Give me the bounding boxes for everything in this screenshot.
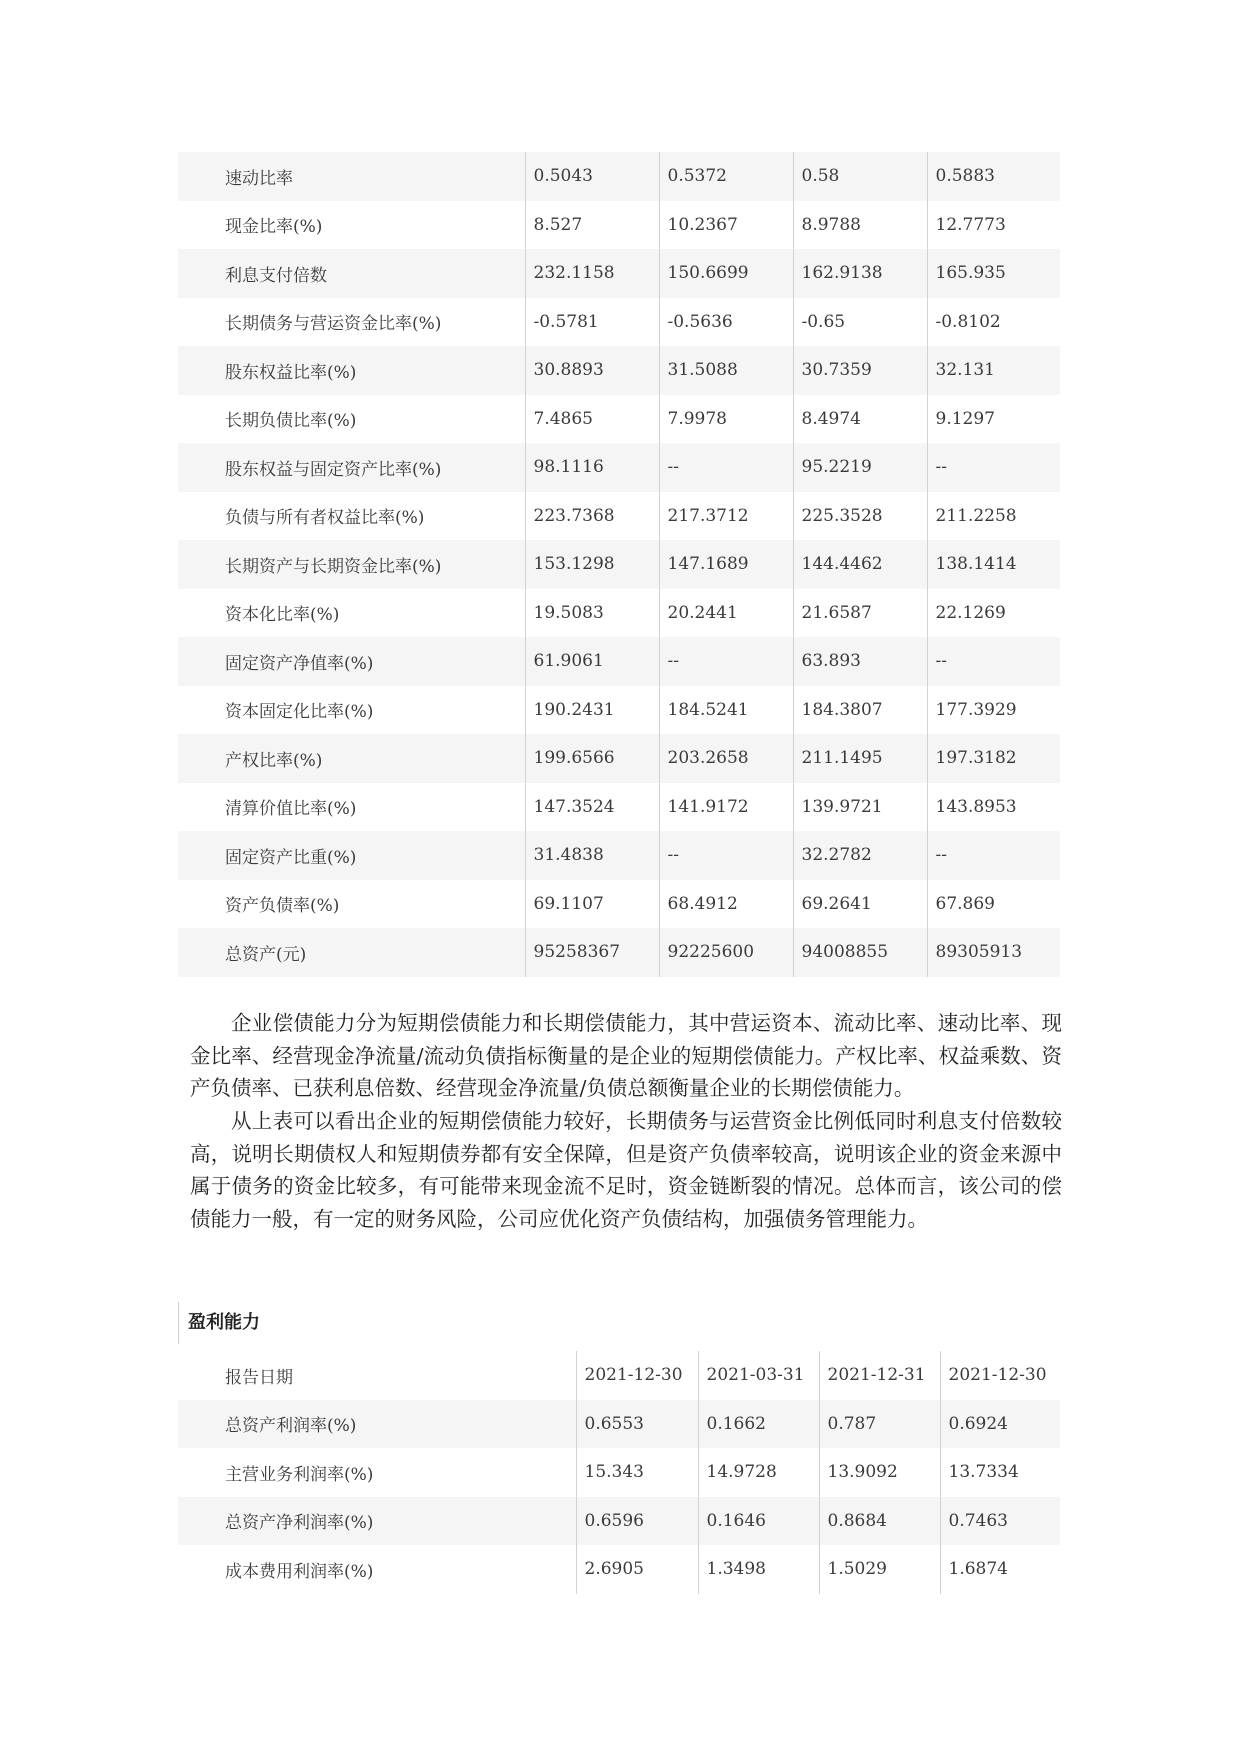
cell-value: -0.65 [793, 298, 927, 347]
cell-value: 223.7368 [525, 492, 659, 541]
row-label: 长期负债比率(%) [225, 411, 357, 432]
cell-value: -- [659, 637, 793, 686]
cell-value: 0.5372 [659, 152, 793, 201]
cell-value: 19.5083 [525, 589, 659, 638]
cell-value: 61.9061 [525, 637, 659, 686]
cell-value: 68.4912 [659, 880, 793, 929]
cell-value: 32.131 [927, 346, 1060, 395]
table-row [178, 395, 1060, 444]
profitability-section-title: 盈利能力 [178, 1302, 578, 1344]
cell-value: 89305913 [927, 928, 1060, 977]
table-row [178, 1400, 1060, 1449]
cell-value: 21.6587 [793, 589, 927, 638]
cell-value: 1.3498 [698, 1545, 819, 1594]
cell-value: 8.527 [525, 201, 659, 250]
cell-value: 0.5883 [927, 152, 1060, 201]
cell-value: 2.6905 [576, 1545, 698, 1594]
cell-value: 20.2441 [659, 589, 793, 638]
row-label: 总资产利润率(%) [178, 1400, 576, 1449]
cell-value: 139.9721 [793, 783, 927, 832]
cell-value: 12.7773 [927, 201, 1060, 250]
cell-value: 0.1646 [698, 1497, 819, 1546]
cell-value: -- [659, 831, 793, 880]
table-row [178, 1497, 1060, 1546]
row-label: 固定资产比重(%) [178, 831, 525, 880]
cell-value: 92225600 [659, 928, 793, 977]
table-row [178, 152, 1060, 201]
cell-value: 153.1298 [525, 540, 659, 589]
cell-value: 190.2431 [525, 686, 659, 735]
row-label: 现金比率(%) [225, 217, 323, 238]
cell-value: 0.1662 [698, 1400, 819, 1449]
table-row [178, 637, 1060, 686]
table-row [178, 734, 1060, 783]
row-label: 长期债务与营运资金比率(%) [225, 314, 442, 335]
cell-value: 10.2367 [659, 201, 793, 250]
cell-value: -- [659, 443, 793, 492]
cell-value: -0.5781 [525, 298, 659, 347]
profitability-table [178, 1351, 1060, 1594]
table-row [178, 880, 1060, 929]
solvency-paragraph-2: 从上表可以看出企业的短期偿债能力较好，长期债务与运营资金比例低同时利息支付倍数较高，说明长期债权人和短期债券都有安全保障，但是资产负债率较高，说明该企业的资金来源中属于债务的资金比较多，有可能带来现金流不足时，资金链断裂的情况。总体而言，该公司的偿债能力一般，有一定的财务风险，公司应优化资产负债结构，加强债务管理能力。 [190, 1109, 1062, 1231]
cell-value: 141.9172 [659, 783, 793, 832]
cell-value: -- [927, 637, 1060, 686]
cell-value: 95.2219 [793, 443, 927, 492]
cell-value: 0.5043 [525, 152, 659, 201]
cell-value: 144.4462 [793, 540, 927, 589]
cell-value: 9.1297 [927, 395, 1060, 444]
table-row [178, 783, 1060, 832]
cell-value: 0.8684 [819, 1497, 940, 1546]
cell-value: 30.7359 [793, 346, 927, 395]
cell-value: 217.3712 [659, 492, 793, 541]
cell-value: 69.1107 [525, 880, 659, 929]
cell-value: 2021-12-31 [819, 1351, 940, 1400]
row-label: 报告日期 [225, 1367, 293, 1388]
cell-value: 98.1116 [525, 443, 659, 492]
cell-value: -- [927, 443, 1060, 492]
cell-value: 165.935 [927, 249, 1060, 298]
cell-value: 184.3807 [793, 686, 927, 735]
table-row [178, 686, 1060, 735]
row-label: 主营业务利润率(%) [225, 1464, 374, 1485]
cell-value: 95258367 [525, 928, 659, 977]
table-row [178, 443, 1060, 492]
cell-value: 0.787 [819, 1400, 940, 1449]
cell-value: 232.1158 [525, 249, 659, 298]
table-row [178, 589, 1060, 638]
cell-value: 211.1495 [793, 734, 927, 783]
table-row [178, 201, 1060, 250]
cell-value: 143.8953 [927, 783, 1060, 832]
cell-value: 30.8893 [525, 346, 659, 395]
cell-value: 31.5088 [659, 346, 793, 395]
row-label: 资产负债率(%) [225, 896, 340, 917]
cell-value: 13.7334 [940, 1448, 1060, 1497]
row-label: 成本费用利润率(%) [225, 1561, 374, 1582]
cell-value: 7.9978 [659, 395, 793, 444]
cell-value: 162.9138 [793, 249, 927, 298]
cell-value: 147.1689 [659, 540, 793, 589]
row-label: 资本化比率(%) [225, 605, 340, 626]
cell-value: 1.6874 [940, 1545, 1060, 1594]
cell-value: -0.5636 [659, 298, 793, 347]
cell-value: 225.3528 [793, 492, 927, 541]
cell-value: 13.9092 [819, 1448, 940, 1497]
cell-value: 8.9788 [793, 201, 927, 250]
cell-value: 2021-12-30 [576, 1351, 698, 1400]
row-label: 产权比率(%) [178, 734, 525, 783]
row-label: 利息支付倍数 [178, 249, 525, 298]
cell-value: 184.5241 [659, 686, 793, 735]
cell-value: 197.3182 [927, 734, 1060, 783]
row-label: 负债与所有者权益比率(%) [225, 508, 425, 529]
row-label: 股东权益与固定资产比率(%) [178, 443, 525, 492]
cell-value: 2021-03-31 [698, 1351, 819, 1400]
row-label: 长期资产与长期资金比率(%) [178, 540, 525, 589]
cell-value: -0.8102 [927, 298, 1060, 347]
cell-value: 63.893 [793, 637, 927, 686]
table-row [178, 1448, 1060, 1497]
row-label: 资本固定化比率(%) [225, 702, 374, 723]
cell-value: 94008855 [793, 928, 927, 977]
row-label: 股东权益比率(%) [178, 346, 525, 395]
table-row [178, 249, 1060, 298]
table-row [178, 1545, 1060, 1594]
cell-value: 199.6566 [525, 734, 659, 783]
cell-value: 0.6596 [576, 1497, 698, 1546]
cell-value: 15.343 [576, 1448, 698, 1497]
cell-value: 147.3524 [525, 783, 659, 832]
solvency-paragraph-1: 企业偿债能力分为短期偿债能力和长期偿债能力，其中营运资本、流动比率、速动比率、现金比率、经营现金净流量/流动负债指标衡量的是企业的短期偿债能力。产权比率、权益乘数、资产负债率、已获利息倍数、经营现金净流量/负债总额衡量企业的长期偿债能力。 [190, 1011, 1062, 1100]
cell-value: 69.2641 [793, 880, 927, 929]
cell-value: 14.9728 [698, 1448, 819, 1497]
cell-value: 211.2258 [927, 492, 1060, 541]
cell-value: 203.2658 [659, 734, 793, 783]
row-label: 总资产(元) [178, 928, 525, 977]
cell-value: 2021-12-30 [940, 1351, 1060, 1400]
cell-value: -- [927, 831, 1060, 880]
cell-value: 67.869 [927, 880, 1060, 929]
cell-value: 0.58 [793, 152, 927, 201]
solvency-table [178, 152, 1060, 977]
table-row [178, 540, 1060, 589]
row-label: 固定资产净值率(%) [178, 637, 525, 686]
cell-value: 177.3929 [927, 686, 1060, 735]
cell-value: 0.6924 [940, 1400, 1060, 1449]
row-label: 清算价值比率(%) [225, 799, 357, 820]
cell-value: 138.1414 [927, 540, 1060, 589]
row-label: 速动比率 [178, 152, 525, 201]
table-row [178, 1351, 1060, 1400]
cell-value: 0.6553 [576, 1400, 698, 1449]
cell-value: 31.4838 [525, 831, 659, 880]
table-row [178, 492, 1060, 541]
cell-value: 22.1269 [927, 589, 1060, 638]
cell-value: 0.7463 [940, 1497, 1060, 1546]
table-row [178, 346, 1060, 395]
table-row [178, 298, 1060, 347]
table-row [178, 831, 1060, 880]
table-row [178, 928, 1060, 977]
cell-value: 1.5029 [819, 1545, 940, 1594]
cell-value: 150.6699 [659, 249, 793, 298]
cell-value: 8.4974 [793, 395, 927, 444]
cell-value: 32.2782 [793, 831, 927, 880]
cell-value: 7.4865 [525, 395, 659, 444]
row-label: 总资产净利润率(%) [178, 1497, 576, 1546]
